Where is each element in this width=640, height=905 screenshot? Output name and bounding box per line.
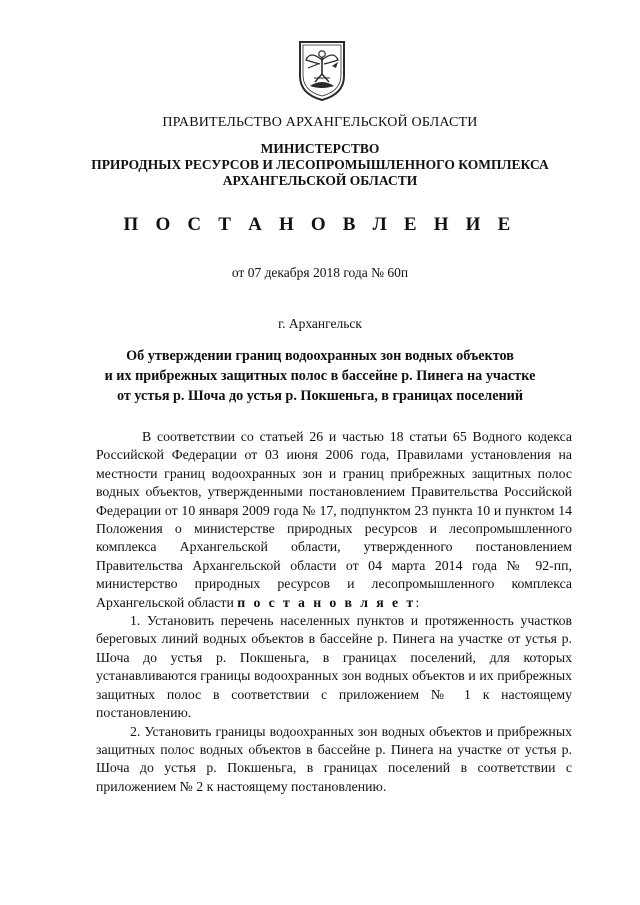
ministry-name	[60, 141, 580, 189]
intro-text: В соответствии со статьей 26 и частью 18 статьи 65 Водного кодекса Российской Федерации от 03 июня 2006 года, Правилами установления на местности границ водоохранных зон и границ прибрежных защитных полос водных объектов, утвержденными постановлением Правительства Российской Федерации от 10 января 2009 года № 17, подпунктом 23 пункта 10 и пунктом 14 Положения о министерстве природных ресурсов и лесопромышленного комплекса Архангельской области, утвержденного постановлением Правительства Архангельской области от 04 марта 2014 года № 92-пп, министерство природных ресурсов и лесопромышленного комплекса Архангельской области	[96, 429, 572, 610]
intro-paragraph	[96, 428, 572, 612]
coat-of-arms-icon	[296, 38, 348, 102]
ministry-line-3: АРХАНГЕЛЬСКОЙ ОБЛАСТИ	[222, 173, 418, 188]
decrees-colon: :	[415, 594, 420, 610]
subject-line-2: и их прибрежных защитных полос в бассейне р. Пинега на участке	[104, 368, 536, 384]
subject-line-1: Об утверждении границ водоохранных зон водных объектов	[126, 348, 514, 364]
ministry-line-2: ПРИРОДНЫХ РЕСУРСОВ И ЛЕСОПРОМЫШЛЕННОГО КОМПЛЕКСА	[91, 157, 549, 172]
decree-city: г. Архангельск	[278, 316, 362, 331]
decrees-word: п о с т а н о в л я е т	[237, 594, 416, 610]
ministry-line-1: МИНИСТЕРСТВО	[260, 141, 380, 156]
document-type: П О С Т А Н О В Л Е Н И Е	[123, 214, 517, 235]
item-2-paragraph: 2. Установить границы водоохранных зон водных объектов и прибрежных защитных полос водных объектов в бассейне р. Пинега на участке от устья р. Шоча до устья р. Покшеньга, в границах поселений в соответствии с приложением № 2 к настоящему постановлению.	[96, 723, 572, 794]
government-name: ПРАВИТЕЛЬСТВО АРХАНГЕЛЬСКОЙ ОБЛАСТИ	[162, 115, 478, 130]
item-1-paragraph: 1. Установить перечень населенных пунктов и протяженность участков береговых линий водных объектов в бассейне р. Пинега на участке от устья р. Шоча до устья р. Покшеньга, в границах поселений, для которых устанавливаются границы водоохранных зон водных объектов и их прибрежных защитных полос в соответствии с приложением № 1 к настоящему постановлению.	[96, 613, 572, 721]
decree-body	[96, 428, 572, 796]
subject-line-3: от устья р. Шоча до устья р. Покшеньга, в границах поселений	[116, 388, 524, 404]
decree-date-number: от 07 декабря 2018 года № 60п	[231, 265, 409, 280]
decree-subject	[60, 346, 580, 406]
